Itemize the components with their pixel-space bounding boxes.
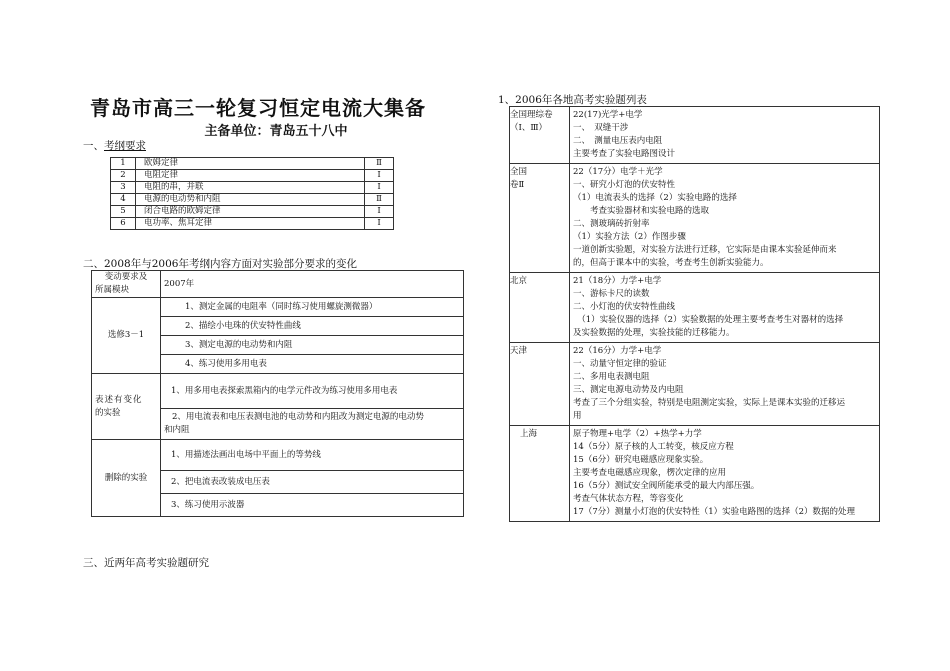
- exam-row: [510, 343, 880, 426]
- exam-detail-line: 16（5分）测试安全阀所能承受的最大内部压强。: [573, 481, 760, 491]
- syllabus-level: Ⅰ: [365, 182, 394, 194]
- exam-region: 天津: [510, 343, 570, 426]
- exam-detail: [570, 426, 880, 522]
- exam-detail-line: 21（18分）力学+电学: [573, 276, 662, 286]
- exam-detail-line: 一、游标卡尺的读数: [573, 289, 650, 299]
- exam-detail-line: 14（5分）原子核的人工转变，核反应方程: [573, 442, 734, 452]
- exam-detail-line: 三、测定电源电动势及内电阻: [573, 385, 684, 395]
- syllabus-topic: 欧姆定律: [136, 158, 365, 170]
- syllabus-topic: 电源的电动势和内阻: [136, 194, 365, 206]
- exam-detail-line: 22(17)光学+电学: [573, 110, 643, 120]
- document-subtitle: 主备单位：青岛五十八中: [204, 124, 348, 139]
- syllabus-topic: 电功率、焦耳定律: [136, 218, 365, 230]
- exam-region: 上海: [510, 426, 570, 522]
- group-item: 4、练习使用多用电表: [161, 355, 464, 374]
- exam-detail-line: 一道创新实验题，对实验方法进行迁移，它实际是由课本实验延伸而来: [573, 245, 837, 255]
- exam-detail-line: 考查了三个分组实验，特别是电阻测定实验，实际上是课本实验的迁移运: [573, 398, 846, 408]
- exam-detail: [570, 107, 880, 164]
- section-label: 考纲要求: [104, 140, 146, 152]
- exam-detail-line: 17（7分）测量小灯泡的伏安特性（1）实验电路图的选择（2）数据的处理: [573, 507, 856, 517]
- exam-detail-line: 的，但高于课本中的实验，考查考生创新实验能力。: [573, 258, 769, 268]
- syllabus-level: Ⅰ: [365, 206, 394, 218]
- changes-table: [91, 270, 464, 517]
- syllabus-level: Ⅰ: [365, 218, 394, 230]
- exam-detail-line: 考查气体状态方程，等容变化: [573, 494, 684, 504]
- changes-header-year: 2007年: [161, 271, 464, 298]
- syllabus-row: [111, 182, 394, 194]
- exam-detail-line: 二、 测量电压表内电阻: [573, 136, 663, 146]
- group-item: 1、测定金属的电阻率（同时练习使用螺旋测微器）: [161, 298, 464, 317]
- syllabus-no: 3: [111, 182, 136, 194]
- exam-region: 全国理综卷 （Ⅰ、Ⅲ）: [510, 107, 570, 164]
- document-title: 青岛市高三一轮复习恒定电流大集备: [90, 96, 426, 120]
- exam-region: 北京: [510, 273, 570, 343]
- section-research-heading: 三、近两年高考实验题研究: [83, 557, 209, 569]
- exam-detail-line: 二、测玻璃砖折射率: [573, 219, 650, 229]
- group-item: 1、用描迹法画出电场中平面上的等势线: [161, 440, 464, 471]
- syllabus-topic: 电阻的串，并联: [136, 182, 365, 194]
- exam-list-heading: 1、2006年各地高考实验题列表: [498, 94, 647, 106]
- syllabus-level: Ⅰ: [365, 170, 394, 182]
- section-number: 一、: [83, 140, 104, 152]
- syllabus-no: 6: [111, 218, 136, 230]
- syllabus-no: 5: [111, 206, 136, 218]
- syllabus-level: Ⅱ: [365, 158, 394, 170]
- group-name: 表述有变化 的实验: [92, 374, 161, 440]
- exam-detail-line: 一、 双缝干涉: [573, 123, 629, 133]
- exam-detail-line: 二、小灯泡的伏安特性曲线: [573, 302, 676, 312]
- exam-detail: [570, 164, 880, 273]
- section-syllabus-heading: [83, 138, 146, 153]
- group-item: 3、练习使用示波器: [161, 494, 464, 517]
- syllabus-no: 4: [111, 194, 136, 206]
- exam-detail-line: 主要考查了实验电路图设计: [573, 149, 676, 159]
- exam-detail-line: 用: [573, 411, 582, 421]
- exam-row: [510, 426, 880, 522]
- exam-row: [510, 164, 880, 273]
- group-item: 2、描绘小电珠的伏安特性曲线: [161, 317, 464, 336]
- exam-row: [510, 273, 880, 343]
- exam-row: [510, 107, 880, 164]
- group-item: 2、把电流表改装成电压表: [161, 471, 464, 494]
- exam-detail-line: （1）实验方法（2）作图步骤: [573, 232, 686, 242]
- exam-detail-line: （1）实验仪器的选择（2）实验数据的处理主要考查考生对器材的选择: [573, 315, 844, 325]
- exam-detail-line: 二、多用电表测电阻: [573, 372, 650, 382]
- exam-region: 全国 卷Ⅱ: [510, 164, 570, 273]
- exam-detail: [570, 273, 880, 343]
- exam-detail-line: 15（6分）研究电磁感应现象实验。: [573, 455, 709, 465]
- syllabus-row: [111, 170, 394, 182]
- group-item: 2、用电流表和电压表测电池的电动势和内阻改为测定电源的电动势 和内阻: [161, 409, 464, 440]
- group-item: 1、用多用电表探索黑箱内的电学元件改为练习使用多用电表: [161, 374, 464, 409]
- group-name: 删除的实验: [92, 440, 161, 517]
- exam-detail: [570, 343, 880, 426]
- exam-detail-line: 一、动量守恒定律的验证: [573, 359, 667, 369]
- exam-table: [509, 106, 880, 522]
- syllabus-topic: 电阻定律: [136, 170, 365, 182]
- group-name: 选修3－1: [92, 298, 161, 374]
- syllabus-row: [111, 158, 394, 170]
- exam-detail-line: 及实验数据的处理，实验技能的迁移能力。: [573, 328, 735, 338]
- exam-detail-line: 22（16分）力学+电学: [573, 346, 662, 356]
- section-changes-heading: 二、2008年与2006年考纲内容方面对实验部分要求的变化: [83, 258, 357, 270]
- syllabus-no: 2: [111, 170, 136, 182]
- syllabus-table: [110, 157, 394, 230]
- syllabus-no: 1: [111, 158, 136, 170]
- exam-detail-line: 原子物理+电学（2）+热学+力学: [573, 429, 702, 439]
- exam-detail-line: （1）电流表头的选择（2）实验电路的选择: [573, 193, 737, 203]
- changes-header-module: 变动要求及 所属模块: [92, 271, 161, 298]
- syllabus-row: [111, 194, 394, 206]
- exam-detail-line: 考查实验器材和实验电路的选取: [573, 206, 710, 216]
- syllabus-row: [111, 206, 394, 218]
- syllabus-topic: 闭合电路的欧姆定律: [136, 206, 365, 218]
- exam-detail-line: 22（17分）电学＋光学: [573, 167, 663, 177]
- exam-detail-line: 主要考查电磁感应现象，楞次定律的应用: [573, 468, 727, 478]
- group-item: 3、测定电源的电动势和内阻: [161, 336, 464, 355]
- exam-detail-line: 一、研究小灯泡的伏安特性: [573, 180, 676, 190]
- syllabus-level: Ⅱ: [365, 194, 394, 206]
- syllabus-row: [111, 218, 394, 230]
